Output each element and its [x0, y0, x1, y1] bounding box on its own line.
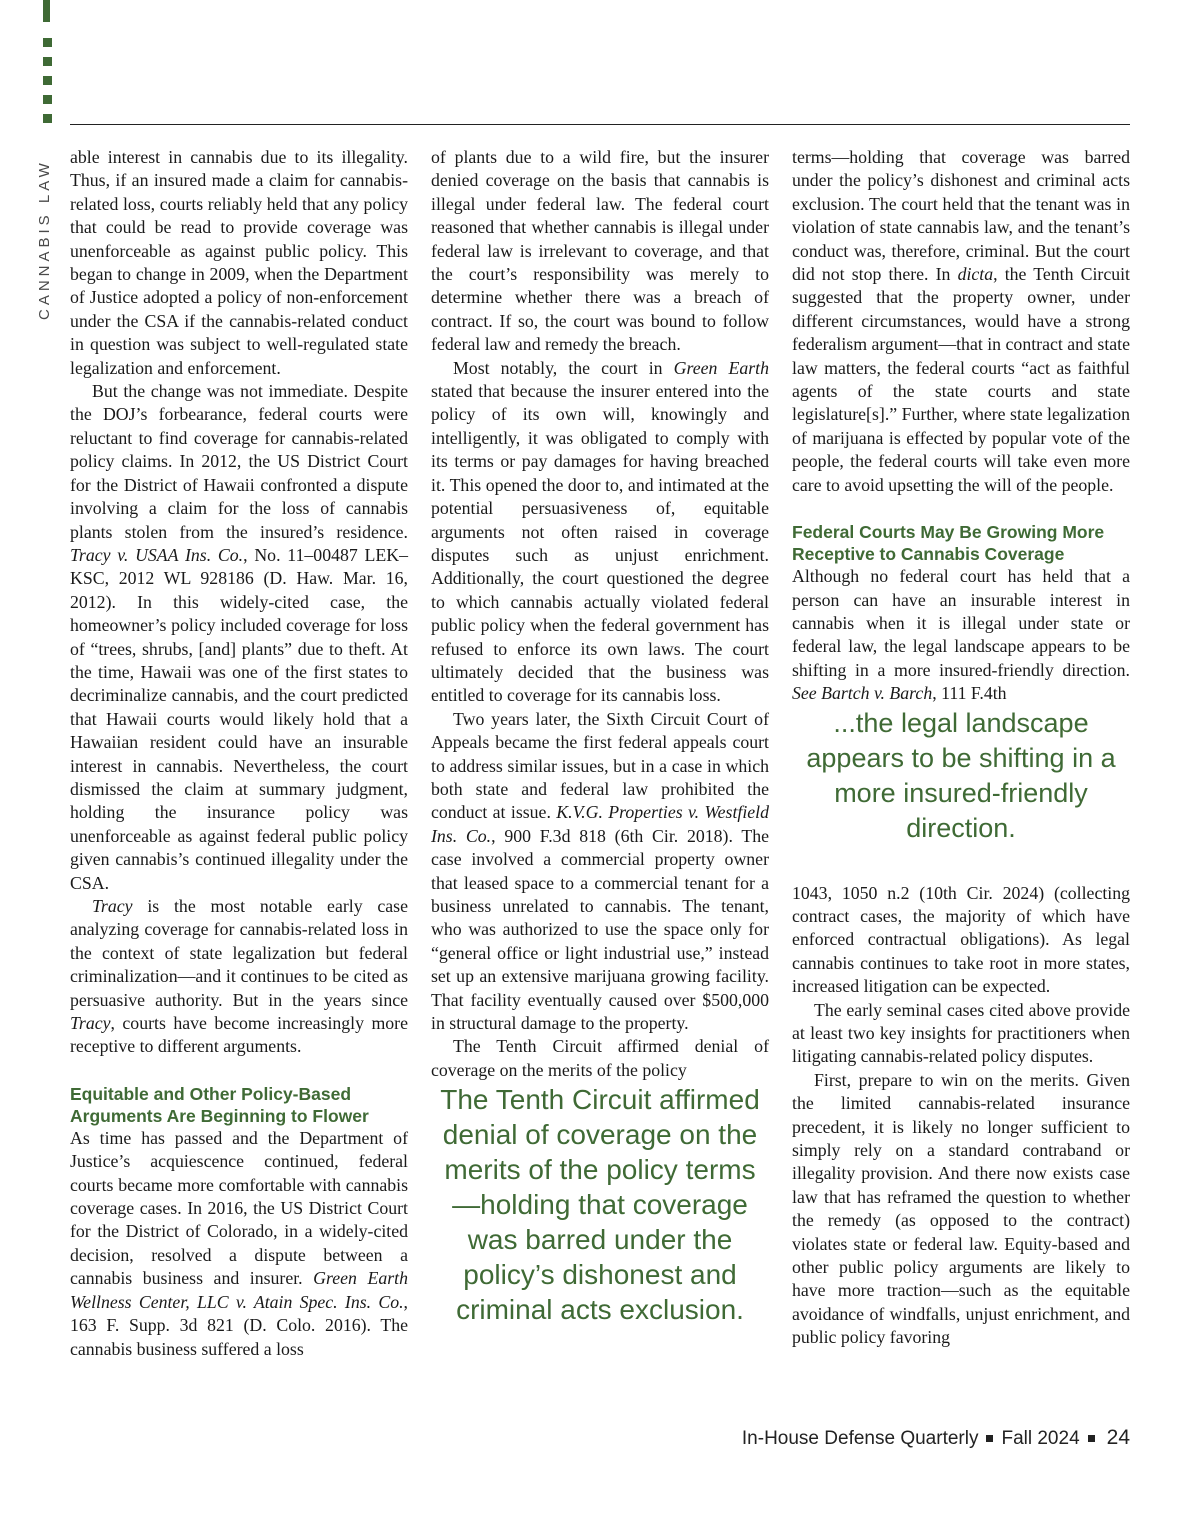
paragraph: The Tenth Circuit affirmed denial of coverage on the merits of the policy [431, 1036, 769, 1080]
case-citation: K.V.G. Properties v. Westfield Ins. Co. [431, 802, 769, 846]
latin-term: dicta [957, 264, 994, 285]
case-citation: Tracy v. USAA Ins. Co. [70, 544, 244, 565]
paragraph: Although no federal court has held that a person can have an insurable interest in cannabis when it is illegal under state or federal law, the legal landscape appears to be shifting in a more insured-friendly direction. See Bartch v. Barch, 111 F.4th [792, 566, 1130, 704]
column-3 [792, 146, 1130, 1350]
subheading: Equitable and Other Policy-Based Arguments Are Beginning to Flower [70, 1083, 369, 1126]
page-footer [742, 1426, 1130, 1450]
section-label: CANNABIS LAW [36, 159, 53, 320]
paragraph: terms—holding that coverage was barred under the policy’s dishonest and criminal acts exclusion. The court held that the tenant was in violation of state cannabis law, and the tenant’s conduct was, therefore, criminal. But the court did not stop there. In dicta, the Tenth Circuit suggested that the property owner, under different circumstances, would have a strong federalism argument—that in contract and state law matters, the federal courts “act as faithful agents of the state courts and state legislature[s].” Further, where state legalization of marijuana is effected by popular vote of the people, the federal courts will take even more care to avoid upsetting the will of the people. [792, 147, 1130, 495]
case-citation: Green Earth [673, 357, 769, 378]
pull-quote: The Tenth Circuit affirmed denial of coverage on the merits of the policy terms—holding that coverage was barred under the policy’s dishonest and criminal acts exclusion. [440, 1084, 760, 1326]
column-2 [431, 146, 769, 1327]
paragraph: First, prepare to win on the merits. Given the limited cannabis-related insurance precedent, it is likely no longer sufficient to simply rely on a standard contraband or illegality provision. And there now exists case law that has reframed the question to whether the remedy (as opposed to the contract) violates state or federal law. Equity-based and other public policy arguments are likely to have more traction—such as the equitable avoidance of windfalls, unjust enrichment, and public policy favoring [792, 1069, 1130, 1348]
column-1 [70, 146, 408, 1361]
paragraph: Tracy is the most notable early case analyzing coverage for cannabis-related loss in the context of state legalization but federal criminalization—and it continues to be cited as persuasive authority. But in the years since Tracy, courts have become increasingly more receptive to different arguments. [70, 896, 408, 1057]
section-marker-square [43, 38, 52, 47]
case-citation: Green Earth Wellness Center, LLC v. Atain Spec. Ins. Co. [70, 1268, 408, 1312]
case-citation: See Bartch v. Barch [792, 683, 933, 704]
header-rule [70, 124, 1130, 125]
section-marker-square [43, 114, 52, 123]
page-number: 24 [1106, 1426, 1130, 1449]
section-marker-square [43, 76, 52, 85]
paragraph: of plants due to a wild fire, but the insurer denied coverage on the basis that cannabis is illegal under federal law. The federal court reasoned that whether cannabis is illegal under federal law is irrelevant to coverage, and that the court’s responsibility was merely to determine whether there was a breach of contract. If so, the court was bound to follow federal law and remedy the breach. [431, 147, 769, 355]
paragraph: As time has passed and the Department of Justice’s acquiescence continued, federal courts became more comfortable with cannabis coverage cases. In 2016, the US District Court for the District of Colorado, in a widely-cited decision, resolved a dispute between a cannabis business and insurer. Green Earth Wellness Center, LLC v. Atain Spec. Ins. Co., 163 F. Supp. 3d 821 (D. Colo. 2016). The cannabis business suffered a loss [70, 1127, 408, 1359]
paragraph: 1043, 1050 n.2 (10th Cir. 2024) (collecting contract cases, the majority of which have enforced contractual obligations). As legal cannabis continues to take root in more states, increased litigation can be expected. [792, 882, 1130, 997]
paragraph: The early seminal cases cited above provide at least two key insights for practitioners when litigating cannabis-related policy disputes. [792, 999, 1130, 1067]
paragraph: But the change was not immediate. Despite the DOJ’s forbearance, federal courts were reluctant to find coverage for cannabis-related policy claims. In 2012, the US District Court for the District of Hawaii confronted a dispute involving a claim for the loss of cannabis plants stolen from the insured’s residence. Tracy v. USAA Ins. Co., No. 11–00487 LEK–KSC, 2012 WL 928186 (D. Haw. Mar. 16, 2012). In this widely-cited case, the homeowner’s policy included coverage for loss of “trees, shrubs, [and] plants” due to theft. At the time, Hawaii was one of the first states to decriminalize cannabis, and the court predicted that Hawaii courts would likely hold that a Hawaiian resident could have an insurable interest in cannabis. Nevertheless, the court dismissed the claim at summary judgment, holding the insurance policy was unenforceable as against federal public policy given cannabis’s continued illegality under the CSA. [70, 381, 408, 893]
paragraph: able interest in cannabis due to its illegality. Thus, if an insured made a claim for cannabis-related loss, courts reliably held that any policy that could be read to provide coverage was unenforceable as against public policy. This began to change in 2009, when the Department of Justice adopted a policy of non-enforcement under the CSA if the cannabis-related conduct in question was subject to well-regulated state legalization and enforcement. [70, 147, 408, 378]
issue-label: Fall 2024 [1001, 1428, 1080, 1449]
paragraph: Most notably, the court in Green Earth stated that because the insurer entered into the policy of its own will, knowingly and intelligently, it was obligated to comply with its terms or pay damages for having breached it. This opened the door to, and intimated at the potential persuasiveness of, equitable arguments not often raised in coverage disputes such as unjust enrichment. Additionally, the court questioned the degree to which cannabis actually violated federal public policy when the federal government has refused to enforce its own laws. The court ultimately decided that the business was entitled to coverage for its cannabis loss. [431, 357, 769, 706]
case-citation: Tracy [70, 1013, 111, 1034]
section-marker-square [43, 95, 52, 104]
paragraph: Two years later, the Sixth Circuit Court of Appeals became the first federal appeals court to address similar issues, but in a case in which both state and federal law prohibited the conduct at issue. K.V.G. Properties v. Westfield Ins. Co., 900 F.3d 818 (6th Cir. 2018). The case involved a commercial property owner that leased space to a commercial tenant for a business unrelated to cannabis. The tenant, who was authorized to use the space only for “general office or light industrial use,” instead set up an extensive marijuana growing facility. That facility eventually caused over $500,000 in structural damage to the property. [431, 708, 769, 1034]
publication-name: In-House Defense Quarterly [741, 1428, 979, 1449]
separator-square [986, 1435, 993, 1442]
case-citation: Tracy [92, 896, 133, 916]
section-marker [40, 0, 58, 140]
subheading: Federal Courts May Be Growing More Receptive to Cannabis Coverage [792, 522, 1105, 565]
section-marker-bar [43, 0, 50, 22]
section-marker-square [43, 57, 52, 66]
separator-square [1088, 1435, 1095, 1442]
pull-quote: ...the legal landscape appears to be shifting in a more insured-friendly direction. [806, 707, 1116, 843]
